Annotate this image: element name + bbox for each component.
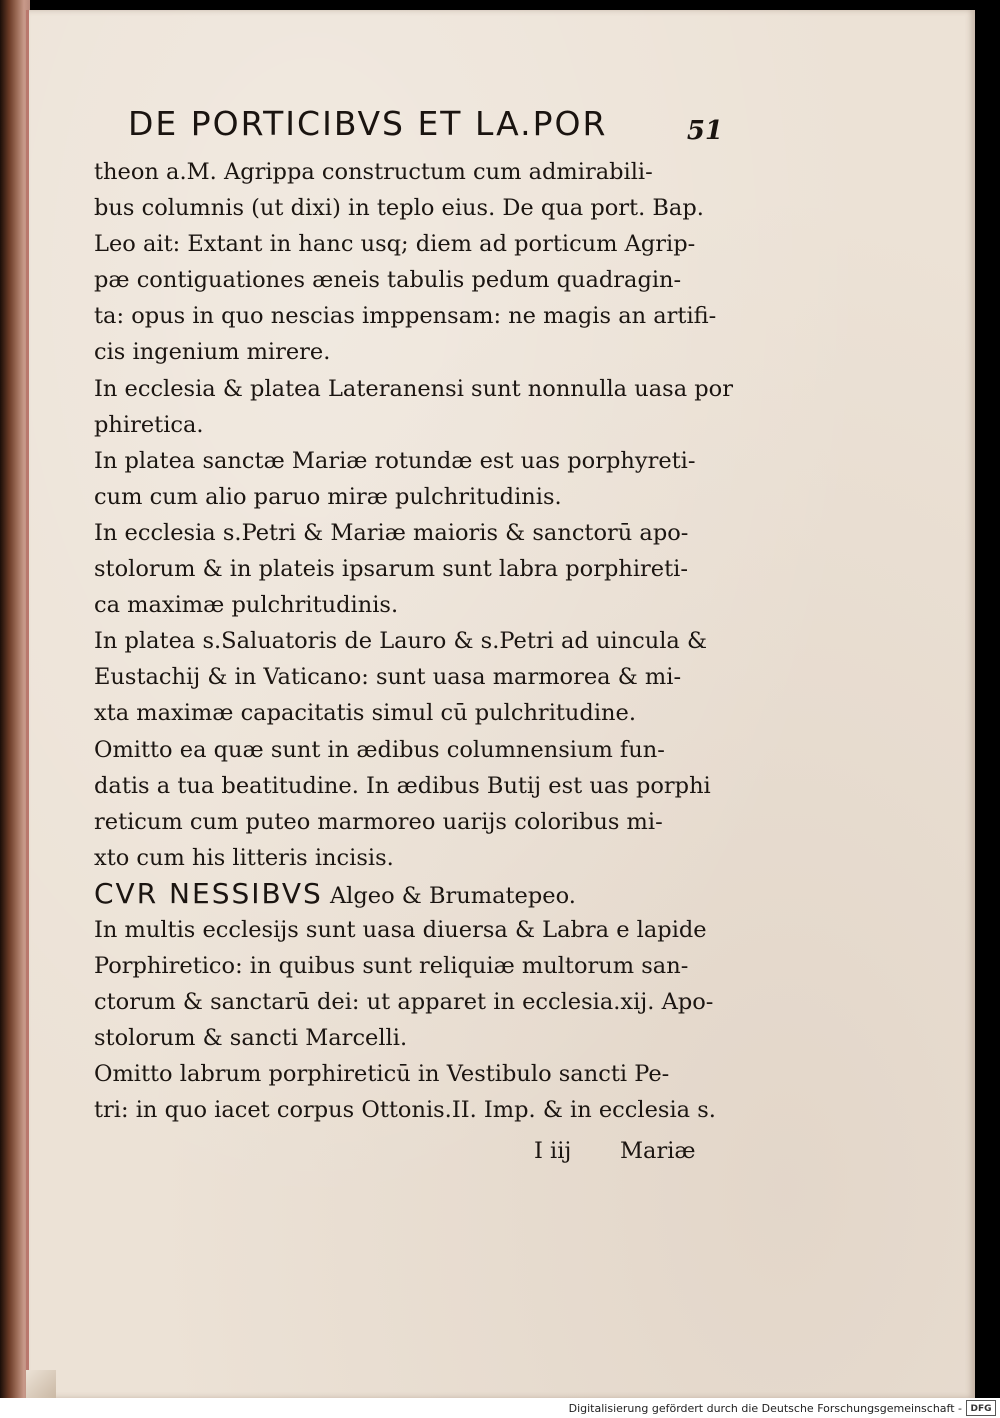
inscription-line	[94, 876, 714, 912]
text-line: ctorum & sanctarū dei: ut apparet in ecclesia.xij. Apo-	[94, 989, 714, 1016]
text-line: phiretica.	[94, 411, 204, 438]
text-line: Porphiretico: in quibus sunt reliquiæ multorum san-	[94, 953, 689, 980]
text-line: cis ingenium mirere.	[94, 339, 331, 366]
text-line: pæ contiguationes æneis tabulis pedum quadragin-	[94, 267, 682, 294]
folio-number: 51	[686, 116, 723, 146]
text-line: In ecclesia & platea Lateranensi sunt nonnulla uasa por	[94, 375, 733, 402]
text-line: reticum cum puteo marmoreo uarijs coloribus mi-	[94, 808, 663, 835]
text-line: In platea s.Saluatoris de Lauro & s.Petri ad uincula &	[94, 628, 708, 655]
inscription-caps: CVR NESSIBVS	[94, 876, 323, 910]
text-line: cum cum alio paruo miræ pulchritudinis.	[94, 483, 562, 510]
text-line: stolorum & in plateis ipsarum sunt labra porphireti-	[94, 556, 688, 583]
signature-mark: I iij	[534, 1138, 572, 1164]
text-line: Omitto ea quæ sunt in ædibus columnensium fun-	[94, 736, 665, 763]
catchword-line	[530, 1138, 720, 1174]
text-line: bus columnis (ut dixi) in teplo eius. De qua port. Bap.	[94, 195, 704, 222]
text-line: tri: in quo iacet corpus Ottonis.II. Imp. & in ecclesia s.	[94, 1097, 716, 1124]
text-line: theon a.M. Agrippa constructum cum admirabili-	[94, 159, 653, 185]
text-line: Leo ait: Extant in hanc usq; diem ad porticum Agrip-	[94, 231, 696, 258]
text-line: Omitto labrum porphireticū in Vestibulo sancti Pe-	[94, 1061, 670, 1088]
catchword: Mariæ	[620, 1138, 696, 1164]
inscription-rest: Algeo & Brumatepeo.	[329, 882, 576, 909]
page-corner	[26, 1370, 56, 1400]
dfg-logo-icon: DFG	[966, 1400, 996, 1416]
funding-credit: Digitalisierung gefördert durch die Deutsche Forschungsgemeinschaft -	[568, 1402, 962, 1415]
text-line: ca maximæ pulchritudinis.	[94, 592, 399, 619]
text-line: In platea sanctæ Mariæ rotundæ est uas porphyreti-	[94, 447, 696, 474]
text-line: stolorum & sancti Marcelli.	[94, 1025, 408, 1052]
body-text	[94, 154, 733, 1129]
text-line: datis a tua beatitudine. In ædibus Butij est uas porphi	[94, 772, 711, 799]
text-line: In multis ecclesijs sunt uasa diuersa & Labra e lapide	[94, 916, 707, 943]
text-line: xta maximæ capacitatis simul cū pulchritudine.	[94, 700, 636, 727]
text-line: xto cum his litteris incisis.	[94, 844, 394, 871]
text-line: In ecclesia s.Petri & Mariæ maioris & sanctorū apo-	[94, 519, 689, 546]
text-line: Eustachij & in Vaticano: sunt uasa marmorea & mi-	[94, 664, 682, 691]
running-head: DE PORTICIBVS ET LA.POR	[128, 104, 608, 143]
text-line: ta: opus in quo nescias imppensam: ne magis an artifi-	[94, 303, 717, 330]
